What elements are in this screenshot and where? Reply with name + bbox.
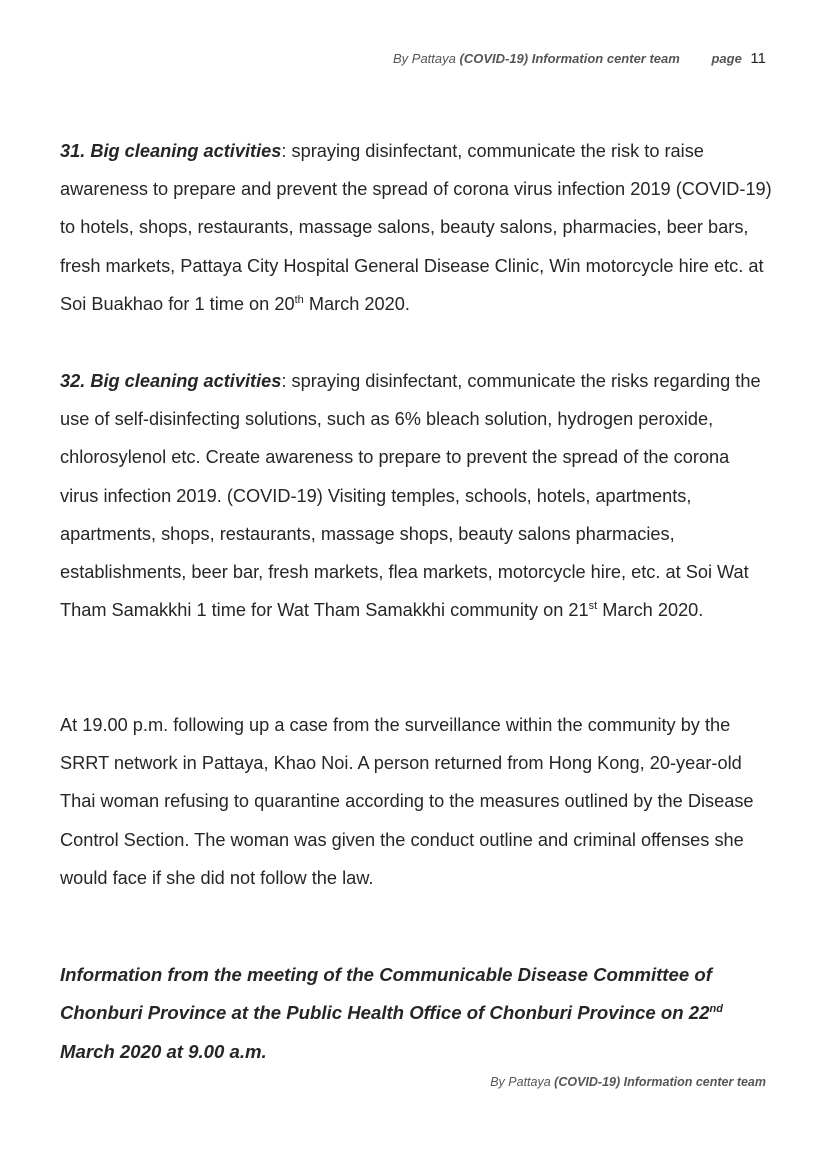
item-32-heading: 32. Big cleaning activities: [60, 371, 282, 391]
item-32-text: spraying disinfectant, communicate the risks regarding the use of self-disinfecting solutions, such as 6% bleach solution, hydrogen peroxide, chlorosylenol etc. Create awareness to prepare to prevent the spread of the corona virus infection 2019. (COVID-19) Visiting temples, schools, hotels, apartments, apartments, shops, restaurants, massage shops, beauty salons pharmacies, establishments, beer bar, fresh markets, flea markets, motorcycle hire, etc. at Soi Wat Tham Samakkhi 1 time for Wat Tham Samakkhi community on 21: [60, 371, 761, 621]
item-32-text-end: March 2020.: [597, 600, 704, 621]
header-page-label: page: [711, 51, 742, 66]
page-number: 11: [750, 50, 766, 67]
header-by: By Pattaya: [393, 51, 456, 66]
item-31-colon: :: [281, 141, 287, 161]
meeting-ordinal-suffix: nd: [709, 1003, 723, 1016]
item-31-heading: 31. Big cleaning activities: [60, 141, 282, 161]
header-org: (COVID-19) Information center team: [459, 51, 680, 66]
item-32-paragraph: [60, 362, 772, 629]
page-header: [393, 50, 766, 67]
item-32-colon: :: [281, 371, 287, 391]
footer-org: (COVID-19) Information center team: [554, 1075, 766, 1089]
meeting-text: Information from the meeting of the Communicable Disease Committee of Chonburi Province at the Public Health Office of Chonburi Province on 22: [60, 964, 712, 1024]
item-31-text-end: March 2020.: [303, 293, 410, 314]
footer-by: By Pattaya: [490, 1075, 551, 1089]
item-31-paragraph: [60, 132, 772, 323]
meeting-text-end: March 2020 at 9.00 a.m.: [60, 1040, 267, 1062]
item-32-ordinal-suffix: st: [588, 600, 598, 613]
item-31-text: spraying disinfectant, communicate the risk to raise awareness to prepare and prevent the spread of corona virus infection 2019 (COVID-19) to hotels, shops, restaurants, massage salons, beauty salons, pharmacies, beer bars, fresh markets, Pattaya City Hospital General Disease Clinic, Win motorcycle hire etc. at Soi Buakhao for 1 time on 20: [60, 141, 772, 314]
page-footer: [490, 1075, 766, 1089]
followup-paragraph: At 19.00 p.m. following up a case from the surveillance within the community by the SRRT network in Pattaya, Khao Noi. A person returned from Hong Kong, 20-year-old Thai woman refusing to quarantine according to the measures outlined by the Disease Control Section. The woman was given the conduct outline and criminal offenses she would face if she did not follow the law.: [60, 715, 754, 888]
item-31-ordinal-suffix: th: [294, 293, 304, 306]
meeting-heading: [60, 956, 772, 1071]
